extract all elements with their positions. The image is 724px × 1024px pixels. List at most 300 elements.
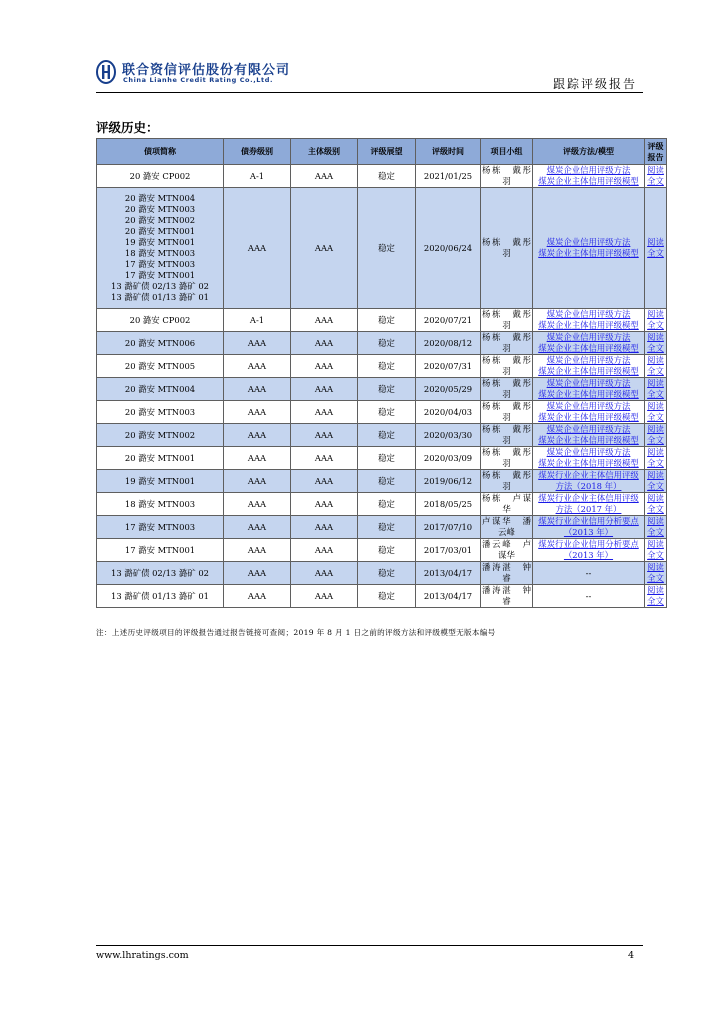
bond-name: 18 潞安 MTN003 (124, 248, 196, 258)
team-member-line: 羽 (502, 248, 511, 258)
bond-rating-cell (224, 378, 291, 401)
outlook-cell (358, 516, 416, 539)
report-cell (645, 562, 667, 585)
bond-rating-cell (224, 424, 291, 447)
col-header-team: 项目小组 (481, 139, 533, 165)
bond-rating-cell (224, 539, 291, 562)
bond-name-cell (97, 355, 224, 378)
method-link[interactable]: 煤炭企业主体信用评级模型 (538, 458, 639, 468)
method-cell (533, 539, 645, 562)
report-cell (645, 424, 667, 447)
report-cell (645, 309, 667, 332)
date-cell (416, 516, 481, 539)
method-link[interactable]: 煤炭企业主体信用评级模型 (538, 320, 639, 330)
issuer-rating-cell (291, 378, 358, 401)
bond-name: 20 潞安 MTN003 (124, 204, 196, 214)
issuer-rating: AAA (314, 521, 334, 532)
table-row (97, 165, 667, 188)
bond-name: 20 潞安 MTN003 (124, 406, 196, 417)
outlook-cell (358, 355, 416, 378)
bond-name: 18 潞安 MTN003 (124, 498, 196, 509)
issuer-rating-cell (291, 332, 358, 355)
table-row (97, 585, 667, 608)
outlook-cell (358, 165, 416, 188)
outlook: 稳定 (378, 360, 395, 371)
col-header-outlook: 评级展望 (358, 139, 416, 165)
rating-date: 2021/01/25 (423, 170, 473, 181)
read-full-text-link[interactable]: 阅读全文 (647, 401, 664, 422)
rating-history-table (96, 138, 667, 608)
table-row (97, 493, 667, 516)
footer-url: www.lhratings.com (96, 950, 189, 961)
team-member-line: 谋华 (498, 550, 515, 560)
team-member-line: 羽 (502, 389, 511, 399)
date-cell (416, 165, 481, 188)
date-cell (416, 562, 481, 585)
outlook-cell (358, 585, 416, 608)
team-member-line: 杨栋 戴彤 (482, 424, 531, 434)
report-cell (645, 585, 667, 608)
table-row (97, 516, 667, 539)
outlook: 稳定 (378, 498, 395, 509)
table-row (97, 539, 667, 562)
bond-name: 20 潞安 MTN005 (124, 360, 196, 371)
team-member-line: 潘涛湛 钟 (482, 585, 531, 595)
read-full-text-link[interactable]: 阅读全文 (647, 470, 664, 491)
date-cell (416, 539, 481, 562)
issuer-rating: AAA (314, 590, 334, 601)
rating-date: 2018/05/25 (423, 498, 473, 509)
bond-name-cell (97, 378, 224, 401)
team-member-line: 羽 (502, 320, 511, 330)
method-link[interactable]: 煤炭企业信用评级方法 (546, 378, 631, 388)
bond-name: 13 潞矿债 01/13 潞矿 01 (111, 292, 209, 302)
issuer-rating-cell (291, 401, 358, 424)
issuer-rating: AAA (314, 337, 334, 348)
report-cell (645, 401, 667, 424)
bond-rating: AAA (247, 383, 267, 394)
bond-name-cell (97, 424, 224, 447)
outlook-cell (358, 188, 416, 309)
issuer-rating-cell (291, 309, 358, 332)
issuer-rating: AAA (314, 544, 334, 555)
rating-date: 2013/04/17 (423, 590, 473, 601)
bond-name: 20 潞安 MTN006 (124, 337, 196, 348)
bond-rating: AAA (247, 242, 267, 253)
issuer-rating-cell (291, 447, 358, 470)
team-member-line: 杨栋 戴彤 (482, 470, 531, 480)
team-cell (481, 562, 533, 585)
outlook: 稳定 (378, 452, 395, 463)
table-row (97, 562, 667, 585)
team-member-line: 羽 (502, 481, 511, 491)
outlook: 稳定 (378, 314, 395, 325)
issuer-rating: AAA (314, 383, 334, 394)
bond-name: 13 潞矿债 02/13 潞矿 02 (111, 281, 209, 291)
issuer-rating-cell (291, 188, 358, 309)
team-cell (481, 470, 533, 493)
read-full-text-link[interactable]: 阅读全文 (647, 447, 664, 468)
team-member-line: 羽 (502, 366, 511, 376)
issuer-rating-cell (291, 562, 358, 585)
header-divider (96, 92, 643, 93)
bond-rating-cell (224, 470, 291, 493)
date-cell (416, 470, 481, 493)
outlook: 稳定 (378, 475, 395, 486)
bond-name-cell (97, 470, 224, 493)
section-title: 评级历史： (96, 120, 159, 135)
team-cell (481, 516, 533, 539)
rating-date: 2020/04/03 (423, 406, 473, 417)
method-cell (533, 562, 645, 585)
outlook: 稳定 (378, 337, 395, 348)
bond-name-cell (97, 188, 224, 309)
issuer-rating: AAA (314, 314, 334, 325)
bond-name: 17 潞安 MTN001 (124, 544, 196, 555)
method-cell (533, 378, 645, 401)
method-cell (533, 470, 645, 493)
document-type: 跟踪评级报告 (552, 77, 637, 91)
outlook: 稳定 (378, 429, 395, 440)
method-cell (533, 332, 645, 355)
date-cell (416, 378, 481, 401)
col-header-bond: 债项简称 (97, 139, 224, 165)
bond-name: 20 潞安 MTN001 (124, 452, 196, 463)
outlook: 稳定 (378, 567, 395, 578)
date-cell (416, 424, 481, 447)
bond-name: 20 潞安 MTN004 (124, 383, 196, 394)
bond-name-cell (97, 493, 224, 516)
team-member-line: 羽 (502, 458, 511, 468)
team-cell (481, 539, 533, 562)
bond-name: 19 潞安 MTN001 (124, 237, 196, 247)
read-full-text-link[interactable]: 阅读全文 (647, 309, 664, 330)
issuer-rating-cell (291, 516, 358, 539)
team-member-line: 潘云峰 卢 (482, 539, 531, 549)
team-member-line: 云峰 (498, 527, 515, 537)
issuer-rating: AAA (314, 452, 334, 463)
method-link: -- (585, 590, 592, 601)
team-cell (481, 332, 533, 355)
issuer-rating-cell (291, 424, 358, 447)
team-member-line: 杨栋 戴彤 (482, 332, 531, 342)
outlook: 稳定 (378, 242, 395, 253)
method-link[interactable]: 煤炭行业企业主体信用评级 (538, 493, 639, 503)
method-link[interactable]: 煤炭企业主体信用评级模型 (538, 343, 639, 353)
method-link[interactable]: 方法（2017 年） (555, 504, 622, 514)
report-cell (645, 332, 667, 355)
report-cell (645, 188, 667, 309)
read-full-text-link[interactable]: 阅读全文 (647, 539, 664, 560)
bond-rating-cell (224, 188, 291, 309)
method-link[interactable]: 煤炭企业信用评级方法 (546, 401, 631, 411)
report-cell (645, 516, 667, 539)
bond-name: 17 潞安 MTN003 (124, 521, 196, 532)
col-header-method: 评级方法/模型 (533, 139, 645, 165)
bond-rating-cell (224, 585, 291, 608)
team-cell (481, 424, 533, 447)
bond-rating: AAA (247, 429, 267, 440)
method-link[interactable]: 煤炭企业主体信用评级模型 (538, 389, 639, 399)
outlook-cell (358, 401, 416, 424)
report-cell (645, 355, 667, 378)
outlook-cell (358, 539, 416, 562)
team-member-line: 华 (502, 504, 511, 514)
team-member-line: 卢谋华 潘 (482, 516, 531, 526)
bond-rating: AAA (247, 521, 267, 532)
bond-rating-cell (224, 516, 291, 539)
method-link[interactable]: 煤炭企业信用评级方法 (546, 424, 631, 434)
bond-name: 20 潞安 MTN001 (124, 226, 196, 236)
method-link[interactable]: 煤炭企业信用评级方法 (546, 447, 631, 457)
company-name-cn: 联合资信评估股份有限公司 (122, 63, 291, 78)
outlook-cell (358, 309, 416, 332)
issuer-rating-cell (291, 470, 358, 493)
read-full-text-link[interactable]: 阅读全文 (647, 378, 664, 399)
method-link[interactable]: 煤炭行业企业主体信用评级 (538, 470, 639, 480)
read-full-text-link[interactable]: 阅读全文 (647, 562, 664, 583)
bond-name: 20 潞安 MTN004 (124, 193, 196, 203)
method-link[interactable]: 煤炭企业信用评级方法 (546, 332, 631, 342)
method-link[interactable]: 煤炭企业信用评级方法 (546, 237, 631, 247)
read-full-text-link[interactable]: 阅读全文 (647, 424, 664, 445)
page-number: 4 (628, 950, 635, 961)
read-full-text-link[interactable]: 阅读全文 (647, 165, 664, 186)
issuer-rating-cell (291, 585, 358, 608)
date-cell (416, 401, 481, 424)
bond-name: 20 潞安 MTN002 (124, 429, 196, 440)
bond-rating-cell (224, 355, 291, 378)
rating-date: 2020/05/29 (423, 383, 473, 394)
read-full-text-link[interactable]: 阅读全文 (647, 332, 664, 353)
method-cell (533, 493, 645, 516)
bond-name: 17 潞安 MTN003 (124, 259, 196, 269)
method-link[interactable]: 煤炭企业主体信用评级模型 (538, 366, 639, 376)
team-member-line: 杨栋 戴彤 (482, 165, 531, 175)
rating-date: 2020/03/09 (423, 452, 473, 463)
outlook-cell (358, 447, 416, 470)
table-row (97, 447, 667, 470)
table-row (97, 424, 667, 447)
read-full-text-link[interactable]: 阅读全文 (647, 237, 664, 258)
bond-rating: AAA (247, 452, 267, 463)
bond-rating: AAA (247, 406, 267, 417)
bond-rating: AAA (247, 360, 267, 371)
team-member-line: 羽 (502, 176, 511, 186)
issuer-rating: AAA (314, 406, 334, 417)
bond-rating: AAA (247, 590, 267, 601)
issuer-rating-cell (291, 355, 358, 378)
outlook-cell (358, 424, 416, 447)
issuer-rating-cell (291, 493, 358, 516)
company-logo-icon (96, 60, 116, 84)
table-row (97, 378, 667, 401)
team-cell (481, 447, 533, 470)
bond-rating: A-1 (249, 170, 265, 181)
team-member-line: 羽 (502, 343, 511, 353)
method-link[interactable]: 煤炭企业信用评级方法 (546, 309, 631, 319)
date-cell (416, 309, 481, 332)
bond-rating: AAA (247, 337, 267, 348)
method-cell (533, 401, 645, 424)
col-header-date: 评级时间 (416, 139, 481, 165)
method-link[interactable]: 煤炭企业主体信用评级模型 (538, 176, 639, 186)
outlook-cell (358, 332, 416, 355)
team-member-line: 杨栋 戴彤 (482, 237, 531, 247)
method-cell (533, 424, 645, 447)
bond-rating-cell (224, 165, 291, 188)
table-row (97, 401, 667, 424)
bond-name-cell (97, 165, 224, 188)
team-cell (481, 401, 533, 424)
method-link[interactable]: 煤炭企业主体信用评级模型 (538, 435, 639, 445)
method-link[interactable]: 煤炭企业信用评级方法 (546, 355, 631, 365)
table-note: 注：上述历史评级项目的评级报告通过报告链接可查阅；2019 年 8 月 1 日之前的评级方法和评级模型无版本编号 (96, 628, 496, 637)
method-cell (533, 516, 645, 539)
method-cell (533, 309, 645, 332)
bond-name: 17 潞安 MTN001 (124, 270, 196, 280)
bond-name-cell (97, 585, 224, 608)
method-cell (533, 585, 645, 608)
bond-name: 20 潞安 CP002 (129, 314, 191, 325)
report-cell (645, 493, 667, 516)
bond-rating-cell (224, 401, 291, 424)
read-full-text-link[interactable]: 阅读全文 (647, 516, 664, 537)
read-full-text-link[interactable]: 阅读全文 (647, 355, 664, 376)
bond-name: 19 潞安 MTN001 (124, 475, 196, 486)
company-name-en: China Lianhe Credit Rating Co.,Ltd. (123, 76, 274, 84)
outlook: 稳定 (378, 521, 395, 532)
team-member-line: 睿 (502, 596, 511, 606)
team-member-line: 杨栋 戴彤 (482, 378, 531, 388)
col-header-report: 评级报告 (645, 139, 667, 165)
rating-date: 2020/07/31 (423, 360, 473, 371)
method-link[interactable]: （2013 年） (563, 527, 614, 537)
outlook-cell (358, 378, 416, 401)
read-full-text-link[interactable]: 阅读全文 (647, 585, 664, 606)
team-cell (481, 493, 533, 516)
rating-date: 2017/03/01 (423, 544, 473, 555)
issuer-rating: AAA (314, 242, 334, 253)
bond-rating: AAA (247, 544, 267, 555)
bond-name: 20 潞安 MTN002 (124, 215, 196, 225)
report-cell (645, 165, 667, 188)
team-member-line: 杨栋 戴彤 (482, 447, 531, 457)
bond-name: 13 潞矿债 01/13 潞矿 01 (111, 590, 209, 601)
team-member-line: 羽 (502, 435, 511, 445)
rating-date: 2020/07/21 (423, 314, 473, 325)
table-row (97, 470, 667, 493)
bond-name-cell (97, 516, 224, 539)
method-link[interactable]: 方法（2018 年） (555, 481, 622, 491)
method-link[interactable]: 煤炭企业主体信用评级模型 (538, 248, 639, 258)
method-link[interactable]: （2013 年） (563, 550, 614, 560)
team-member-line: 杨栋 戴彤 (482, 309, 531, 319)
method-cell (533, 188, 645, 309)
table-row (97, 309, 667, 332)
team-member-line: 潘涛湛 钟 (482, 562, 531, 572)
method-link: -- (585, 567, 592, 578)
date-cell (416, 332, 481, 355)
issuer-rating-cell (291, 165, 358, 188)
outlook-cell (358, 562, 416, 585)
method-cell (533, 355, 645, 378)
bond-name-cell (97, 447, 224, 470)
outlook: 稳定 (378, 406, 395, 417)
table-row (97, 188, 667, 309)
bond-rating-cell (224, 309, 291, 332)
table-row (97, 355, 667, 378)
method-link[interactable]: 煤炭企业主体信用评级模型 (538, 412, 639, 422)
bond-name-cell (97, 309, 224, 332)
table-body (97, 165, 667, 608)
table-header-row (97, 139, 667, 165)
bond-rating: AAA (247, 567, 267, 578)
col-header-bond-rating: 债券级别 (224, 139, 291, 165)
date-cell (416, 493, 481, 516)
footer-divider (96, 945, 643, 946)
bond-name-cell (97, 562, 224, 585)
method-cell (533, 165, 645, 188)
page-header (96, 58, 643, 92)
issuer-rating: AAA (314, 170, 334, 181)
method-cell (533, 447, 645, 470)
date-cell (416, 355, 481, 378)
date-cell (416, 447, 481, 470)
method-link[interactable]: 煤炭企业信用评级方法 (546, 165, 631, 175)
team-member-line: 杨栋 戴彤 (482, 401, 531, 411)
outlook: 稳定 (378, 544, 395, 555)
method-link[interactable]: 煤炭行业企业信用分析要点 (538, 516, 639, 526)
issuer-rating: AAA (314, 498, 334, 509)
bond-rating-cell (224, 562, 291, 585)
issuer-rating: AAA (314, 429, 334, 440)
bond-name-cell (97, 401, 224, 424)
team-member-line: 杨栋 戴彤 (482, 355, 531, 365)
rating-date: 2020/08/12 (423, 337, 473, 348)
method-link[interactable]: 煤炭行业企业信用分析要点 (538, 539, 639, 549)
team-cell (481, 378, 533, 401)
issuer-rating: AAA (314, 475, 334, 486)
date-cell (416, 188, 481, 309)
report-cell (645, 470, 667, 493)
outlook-cell (358, 493, 416, 516)
bond-rating-cell (224, 332, 291, 355)
rating-date: 2020/03/30 (423, 429, 473, 440)
team-cell (481, 309, 533, 332)
outlook-cell (358, 470, 416, 493)
outlook: 稳定 (378, 590, 395, 601)
issuer-rating: AAA (314, 360, 334, 371)
team-member-line: 羽 (502, 412, 511, 422)
rating-date: 2020/06/24 (423, 242, 473, 253)
report-cell (645, 378, 667, 401)
bond-rating-cell (224, 493, 291, 516)
bond-rating: A-1 (249, 314, 265, 325)
bond-rating-cell (224, 447, 291, 470)
bond-name-cell (97, 332, 224, 355)
team-member-line: 睿 (502, 573, 511, 583)
report-cell (645, 447, 667, 470)
bond-name-cell (97, 539, 224, 562)
rating-date: 2019/06/12 (423, 475, 473, 486)
read-full-text-link[interactable]: 阅读全文 (647, 493, 664, 514)
team-cell (481, 355, 533, 378)
table-row (97, 332, 667, 355)
bond-rating: AAA (247, 475, 267, 486)
issuer-rating-cell (291, 539, 358, 562)
team-cell (481, 188, 533, 309)
